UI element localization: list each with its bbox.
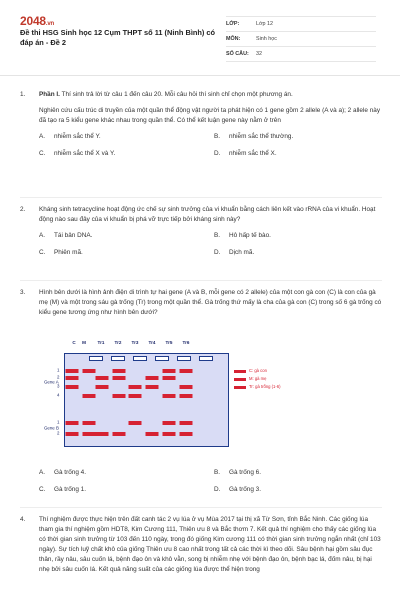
question-body bbox=[39, 288, 382, 318]
question-1 bbox=[20, 90, 382, 159]
option-a[interactable] bbox=[39, 231, 214, 241]
header-divider bbox=[0, 75, 400, 76]
question-3 bbox=[20, 288, 382, 324]
gene-b-label: Gene B bbox=[44, 425, 59, 431]
dna-band bbox=[96, 385, 109, 389]
legend-item bbox=[234, 383, 281, 391]
part-text: Thí sinh trả lời từ câu 1 đến câu 20. Mỗi câu hỏi thí sinh chỉ chọn một phương án. bbox=[59, 91, 293, 98]
option-c[interactable] bbox=[39, 149, 214, 159]
question-number: 1. bbox=[20, 91, 26, 98]
gel-well bbox=[111, 356, 125, 361]
legend-swatch bbox=[234, 378, 246, 381]
question-stem: Kháng sinh tetracycline hoạt động ức chế sự sinh trưởng của vi khuẩn bằng cách liên kết vào rRNA của vi khuẩn. Hoạt động nào sau đây của vi khuẩn bị phá vỡ trực tiếp bởi kháng sinh này? bbox=[39, 206, 376, 223]
dna-band bbox=[129, 394, 142, 398]
option-key: A. bbox=[39, 132, 46, 140]
legend-item bbox=[234, 375, 281, 383]
option-key: C. bbox=[39, 248, 46, 256]
option-text: nhiễm sắc thể thường. bbox=[229, 132, 294, 140]
dna-band bbox=[146, 376, 159, 380]
answer-options bbox=[39, 231, 382, 258]
question-separator bbox=[20, 507, 382, 508]
gel-well bbox=[155, 356, 169, 361]
question-stem: Hình bên dưới là hình ảnh điện di trình tự hai gene (A và B, mỗi gene có 2 allele) của một con gà con (C) là con của gà mẹ (M) và một trong sáu gà trống (Tr) trong một quần thể. Gà trống thứ mấy là cha của gà con (C) trong số 6 gà trống có kiểu gene tương ứng như hình bên dưới? bbox=[39, 289, 382, 316]
question-stem: Nghiên cứu cấu trúc di truyền của một quần thể động vật người ta phát hiện có 1 gene gồm 2 allele (A và a); 2 allele này đã tạo ra 5 kiểu gene khác nhau trong quần thể. Có thể kết luận gene này nằm ở trên bbox=[39, 106, 381, 124]
option-c[interactable] bbox=[39, 248, 214, 258]
option-key: A. bbox=[39, 469, 46, 476]
logo-main: 2048 bbox=[20, 14, 46, 28]
option-key: B. bbox=[214, 132, 221, 140]
part-label: Phần I. bbox=[39, 91, 60, 98]
meta-subject-row bbox=[226, 32, 376, 47]
logo-suffix: .vn bbox=[45, 21, 54, 27]
dna-band bbox=[66, 421, 79, 425]
dna-band bbox=[163, 376, 176, 380]
question-body bbox=[39, 205, 382, 258]
band-row-number: 2 bbox=[57, 374, 60, 380]
option-text: Gà trống 4. bbox=[54, 469, 86, 476]
band-row-number: 1 bbox=[57, 419, 60, 425]
lane-label: Tr1 bbox=[97, 340, 105, 345]
meta-key: LỚP: bbox=[226, 20, 240, 27]
lane-label: Tr2 bbox=[114, 340, 122, 345]
legend-text: C: gà con bbox=[249, 367, 267, 373]
lane-label: C bbox=[72, 340, 76, 345]
lane-label: Tr3 bbox=[131, 340, 139, 345]
option-key: D. bbox=[214, 149, 221, 157]
option-key: B. bbox=[214, 469, 221, 476]
question-4 bbox=[20, 515, 382, 581]
legend-swatch bbox=[234, 370, 246, 373]
dna-band bbox=[180, 421, 193, 425]
dna-band bbox=[113, 394, 126, 398]
dna-band bbox=[180, 369, 193, 373]
question-number: 3. bbox=[20, 289, 26, 296]
option-text: nhiễm sắc thể X. bbox=[229, 149, 277, 157]
option-c[interactable] bbox=[39, 485, 214, 495]
option-key: A. bbox=[39, 231, 46, 239]
dna-band bbox=[163, 394, 176, 398]
meta-value: Sinh học bbox=[256, 35, 277, 42]
gel-legend bbox=[234, 367, 281, 391]
dna-band bbox=[96, 432, 109, 436]
band-row-number: 3 bbox=[57, 383, 60, 389]
gel-well bbox=[89, 356, 103, 361]
legend-item bbox=[234, 367, 281, 375]
meta-value: 32 bbox=[256, 50, 262, 57]
question-number: 2. bbox=[20, 206, 26, 213]
option-d[interactable] bbox=[214, 485, 384, 495]
dna-band bbox=[146, 432, 159, 436]
option-text: nhiễm sắc thể X và Y. bbox=[54, 149, 116, 157]
option-b[interactable] bbox=[214, 468, 384, 478]
dna-band bbox=[66, 376, 79, 380]
lane-label: Tr6 bbox=[182, 340, 190, 345]
option-key: D. bbox=[214, 248, 221, 256]
meta-class-row bbox=[226, 16, 376, 32]
dna-band bbox=[113, 376, 126, 380]
legend-text: Tr: gà trống (1-6) bbox=[249, 383, 281, 389]
dna-band bbox=[180, 394, 193, 398]
dna-band bbox=[83, 369, 96, 373]
option-b[interactable] bbox=[214, 231, 384, 241]
lane-label: Tr4 bbox=[148, 340, 156, 345]
band-row-number: 1 bbox=[57, 367, 60, 373]
question-number: 4. bbox=[20, 516, 26, 523]
meta-value: Lớp 12 bbox=[256, 20, 274, 27]
meta-count-row bbox=[226, 47, 376, 62]
option-text: Dịch mã. bbox=[229, 248, 255, 256]
option-d[interactable] bbox=[214, 248, 384, 258]
option-d[interactable] bbox=[214, 149, 384, 159]
dna-band bbox=[83, 432, 96, 436]
gel-well bbox=[133, 356, 147, 361]
dna-band bbox=[113, 369, 126, 373]
option-a[interactable] bbox=[39, 132, 214, 142]
dna-band bbox=[163, 421, 176, 425]
option-text: Hô hấp tế bào. bbox=[229, 231, 271, 239]
option-b[interactable] bbox=[214, 132, 384, 142]
option-text: Phiên mã. bbox=[54, 248, 83, 256]
dna-band bbox=[129, 421, 142, 425]
dna-band bbox=[96, 376, 109, 380]
dna-band bbox=[66, 432, 79, 436]
gene-a-label: Gene A bbox=[44, 379, 59, 385]
gel-electrophoresis-figure bbox=[44, 339, 334, 455]
question-2 bbox=[20, 205, 382, 258]
question-body bbox=[39, 468, 382, 495]
exam-meta bbox=[226, 16, 376, 62]
option-text: nhiễm sắc thể Y. bbox=[54, 132, 101, 140]
legend-swatch bbox=[234, 386, 246, 389]
option-key: C. bbox=[39, 149, 46, 157]
question-body bbox=[39, 515, 382, 575]
option-key: C. bbox=[39, 485, 46, 493]
option-a[interactable] bbox=[39, 468, 214, 478]
answer-options bbox=[39, 132, 382, 159]
dna-band bbox=[83, 421, 96, 425]
answer-options bbox=[39, 468, 382, 495]
dna-band bbox=[180, 432, 193, 436]
gel-well bbox=[177, 356, 191, 361]
legend-text: M: gà mẹ bbox=[249, 375, 267, 381]
dna-band bbox=[129, 385, 142, 389]
band-row-number: 4 bbox=[57, 392, 60, 398]
dna-band bbox=[163, 369, 176, 373]
option-text: Gà trống 6. bbox=[229, 469, 261, 476]
dna-band bbox=[83, 394, 96, 398]
exam-title: Đề thi HSG Sinh học 12 Cụm THPT số 11 (Ninh Bình) có đáp án - Đề 2 bbox=[20, 28, 216, 47]
option-text: Gà trống 1. bbox=[54, 485, 86, 493]
dna-band bbox=[163, 432, 176, 436]
option-text: Gà trống 3. bbox=[229, 485, 261, 493]
part-instruction bbox=[39, 90, 382, 100]
dna-band bbox=[146, 385, 159, 389]
header bbox=[0, 0, 400, 70]
option-text: Tái bản DNA. bbox=[54, 231, 93, 239]
band-row-number: 2 bbox=[57, 430, 60, 436]
gel-well bbox=[199, 356, 213, 361]
dna-band bbox=[66, 369, 79, 373]
option-key: B. bbox=[214, 231, 221, 239]
option-key: D. bbox=[214, 485, 221, 493]
question-separator bbox=[20, 197, 382, 198]
lane-label: M bbox=[82, 340, 86, 345]
lane-label: Tr5 bbox=[165, 340, 173, 345]
dna-band bbox=[66, 385, 79, 389]
dna-band bbox=[113, 432, 126, 436]
question-3-options bbox=[20, 464, 382, 495]
meta-key: MÔN: bbox=[226, 35, 241, 42]
question-body bbox=[39, 90, 382, 159]
question-separator bbox=[20, 280, 382, 281]
dna-band bbox=[180, 385, 193, 389]
meta-key: SỐ CÂU: bbox=[226, 50, 249, 57]
question-stem: Thí nghiệm được thực hiện trên đất canh tác 2 vụ lúa ở vụ Mùa 2017 tại thị xã Từ Sơn, tỉnh Bắc Ninh. Các giống lúa tham gia thí nghiệm gồm HDT8, Kim Cương 111, Thiên ưu 8 và Bắc thơm 7. Kết quả thí nghiệm cho thấy các giống lúa có thời gian sinh trưởng từ 103 đến 110 ngày, trong đó giống Kim cương 111 có thời gian sinh trưởng ngắn nhất (chỉ 103 ngày). Sự tích luỹ chất khô của giống Thiên ưu 8 cao nhất trong tất cả các thời kì theo dõi. Sâu bệnh hại gồm sâu đục thân, rầy nâu, sâu cuốn lá, bệnh đạo ôn và khô vằn, song bị nhiễm nhẹ với bệnh đạo ôn, bệnh bạc lá, đốm nâu, bị hại nhẹ bởi sâu cuốn lá. Kết quả năng suất của các giống lúa được thể hiện trong bbox=[39, 516, 381, 573]
